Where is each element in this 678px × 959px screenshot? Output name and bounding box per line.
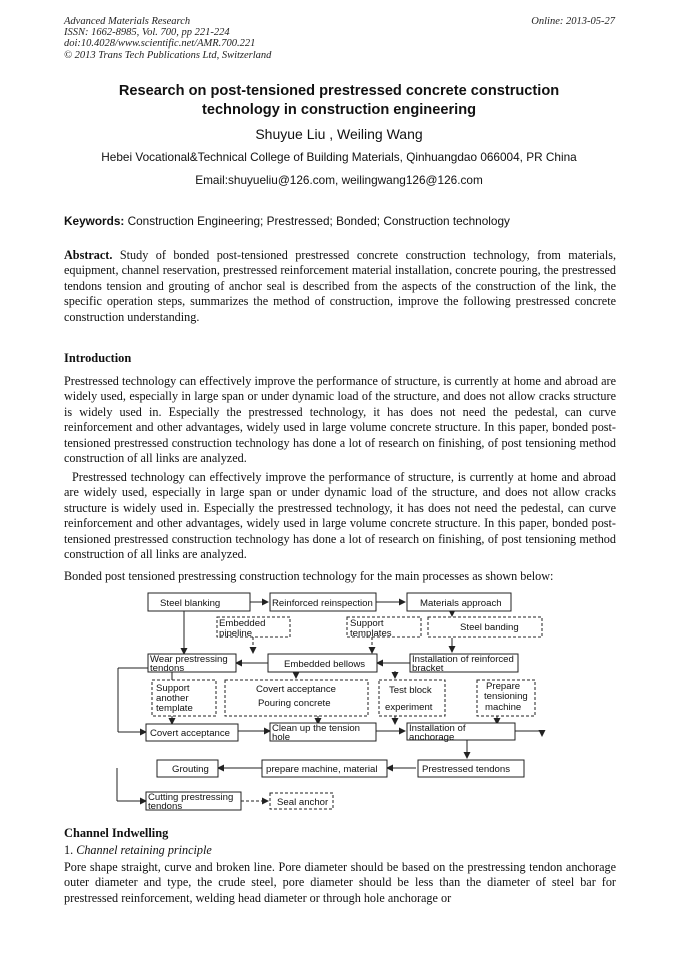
intro-paragraph-3: Bonded post tensioned prestressing construction technology for the main processes as shown below:	[64, 569, 554, 583]
flow-support-another-label-3: template	[156, 703, 193, 714]
introduction-heading: Introduction	[64, 351, 132, 365]
flow-embedded-pipeline-label-1: Embedded	[219, 618, 266, 629]
flow-embedded-pipeline-label-2: pipeline	[219, 628, 253, 639]
flow-reinforced-reinspection-label: Reinforced reinspection	[272, 598, 373, 609]
flow-prepare-machine-label: prepare machine, material	[266, 764, 378, 775]
affiliation: Hebei Vocational&Technical College of Building Materials, Qinhuangdao 066004, PR China	[101, 150, 577, 164]
flow-install-anchorage-label-1: Installation of	[409, 723, 466, 734]
flow-covert-acceptance-label: Covert acceptance	[150, 728, 230, 739]
keywords-text: Construction Engineering; Prestressed; Bonded; Construction technology	[127, 214, 510, 228]
flow-steel-blanking-label: Steel blanking	[160, 598, 221, 609]
journal-doi: doi:10.4028/www.scientific.net/AMR.700.221	[64, 38, 256, 50]
flow-prepare-tensioning-label-2: tensioning	[484, 691, 528, 702]
flow-steel-banding-label: Steel banding	[460, 622, 519, 633]
flow-reinforced-bracket-label-2: bracket	[412, 663, 444, 674]
flow-reinforced-bracket-label-1: Installation of reinforced	[412, 654, 514, 665]
channel-subheading-number: 1.	[64, 843, 74, 857]
flow-support-templates-label-2: templates	[350, 628, 392, 639]
paper-title-line-2: technology in construction engineering	[201, 102, 477, 118]
channel-subheading	[64, 843, 212, 858]
channel-heading: Channel Indwelling	[64, 826, 169, 840]
abstract-text: Study of bonded post-tensioned prestressed concrete construction technology, from materials, equipment, channel reservation, prestressed reinforcement material installation, concrete pouring, the prestressed tendons tension and grouting of anchor seal is described from the aspects of the construction of the link, the specific operation steps, summarizes the method of construction, improve the following prestressed concrete construction understanding.	[64, 248, 617, 324]
email-line: Email:shuyueliu@126.com, weilingwang126@126.com	[195, 173, 483, 187]
channel-paragraph-1: Pore shape straight, curve and broken line. Pore diameter should be based on the prestressing tendon anchorage outer diameter and type, the crude steel, pore diameter should be less than the diameter of steel bar for prestressed reinforcement, welding head diameter or through hole anchorage or	[64, 860, 616, 905]
flow-materials-approach-label: Materials approach	[420, 598, 502, 609]
flow-prepare-tensioning-label-1: Prepare	[486, 681, 521, 692]
flow-test-block-label-1: Test block	[389, 685, 432, 696]
flow-support-another-label-2: another	[156, 693, 189, 704]
flow-covert-pouring-label-1: Covert acceptance	[256, 684, 336, 695]
intro-paragraph-2: Prestressed technology can effectively improve the performance of structure, is currently at home and abroad are widely used, especially in large span or under dynamic load of the structure, and does not allow cracks structure is widely used in. Especially the prestressed technology, it has does not need the pedestal, can curve reinforcement and other advantages, widely used in large volume concrete structure. In this paper, bonded post-tensioned prestressed construction technology has done a lot of research on finishing, of post tensioning method construction of all links are analyzed.	[64, 470, 616, 562]
journal-copyright: © 2013 Trans Tech Publications Ltd, Switzerland	[64, 49, 272, 61]
flow-clean-hole-label-1: Clean up the tension	[272, 723, 361, 734]
flow-cutting-tendons-label-2: tendons	[148, 801, 183, 812]
flow-covert-pouring-label-2: Pouring concrete	[258, 698, 331, 709]
flow-clean-hole-label-2: hole	[272, 732, 291, 743]
flow-install-anchorage-label-2: anchorage	[409, 732, 455, 743]
abstract-label: Abstract.	[64, 248, 113, 262]
flow-support-another-label-1: Support	[156, 683, 190, 694]
flow-seal-anchor-label: Seal anchor	[277, 797, 329, 808]
flow-cutting-tendons-label-1: Cutting prestressing	[148, 792, 234, 803]
intro-paragraph-1: Prestressed technology can effectively improve the performance of structure, is currently at home and abroad are widely used, especially in large span or under dynamic load of the structure, and does not allow cracks structure is widely used in. Especially the prestressed technology, it has does not need the pedestal, can curve reinforcement and other advantages, widely used in large volume concrete structure. In this paper, bonded post-tensioned prestressed construction technology has done a lot of research on finishing, of post tensioning method construction of all links are analyzed.	[64, 374, 616, 466]
flow-wear-tendons-label-2: tendons	[150, 663, 185, 674]
flow-prepare-tensioning-label-3: machine	[485, 702, 522, 713]
flow-grouting-label: Grouting	[172, 764, 209, 775]
keywords-label: Keywords:	[64, 214, 125, 228]
journal-issn: ISSN: 1662-8985, Vol. 700, pp 221-224	[64, 27, 230, 39]
channel-subheading-title: Channel retaining principle	[76, 843, 212, 857]
flow-support-templates-label-1: Support	[350, 618, 384, 629]
flow-test-block-label-2: experiment	[385, 702, 433, 713]
online-date: Online: 2013-05-27	[531, 16, 615, 27]
flow-wear-tendons-label-1: Wear prestressing	[150, 654, 228, 665]
paper-title-line-1: Research on post-tensioned prestressed concrete construction	[118, 83, 560, 99]
journal-name: Advanced Materials Research	[64, 16, 191, 27]
flow-prestressed-tendons-label: Prestressed tendons	[422, 764, 510, 775]
authors: Shuyue Liu , Weiling Wang	[255, 126, 423, 142]
flow-embedded-bellows-label: Embedded bellows	[284, 659, 366, 670]
